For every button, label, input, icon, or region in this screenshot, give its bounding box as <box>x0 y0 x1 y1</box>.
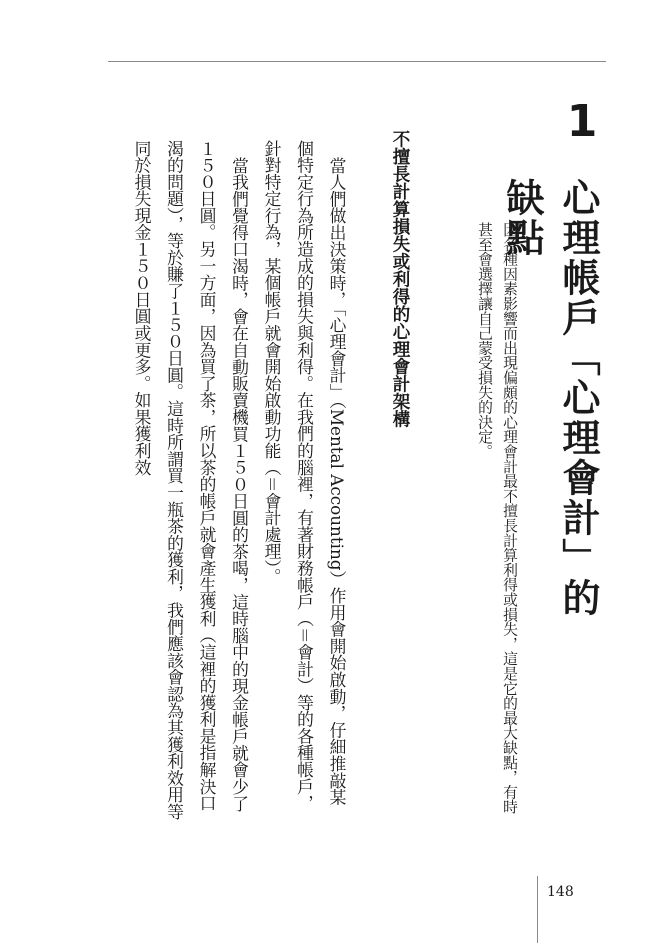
top-rule <box>108 61 606 62</box>
body-paragraph-2: 當我們覺得口渴時，會在自動販賣機買１５０日圓的茶喝，這時腦中的現金帳戶就會少了１５０日圓。另一方面，因為買了茶，所以茶的帳戶就會產生獲利（這裡的獲利是指解決口渴的問題），等於賺了１５０日圓。這時所謂買一瓶茶的獲利，我們應該會認為其獲利效用等同於損失現金１５０日圓或更多。如果獲利效 <box>132 140 250 820</box>
page-number-rule <box>537 876 538 943</box>
chapter-subtitle: 因各種因素影響而出現偏頗的心理會計最不擅長計算利得或損失，這是它的最大缺點，有時甚至會選擇讓自己蒙受損失的決定。 <box>476 222 518 814</box>
body-paragraph-1: 當人們做出決策時，「心理會計」（Mental Accounting）作用會開始啟動，仔細推敲某個特定行為所造成的損失與利得。在我們的腦裡，有著財務帳戶（＝會計）等的各種帳戶，針對特定行為，某個帳戶就會開始啟動功能（＝會計處理）。 <box>262 140 347 812</box>
body-text <box>123 140 353 820</box>
chapter-number: 1 <box>566 96 598 147</box>
section-heading: 不擅長計算損失或利得的心理會計架構 <box>390 130 410 428</box>
page-number: 148 <box>547 884 574 900</box>
chapter-title: 心理帳戶「心理會計」的缺點 <box>500 178 600 618</box>
